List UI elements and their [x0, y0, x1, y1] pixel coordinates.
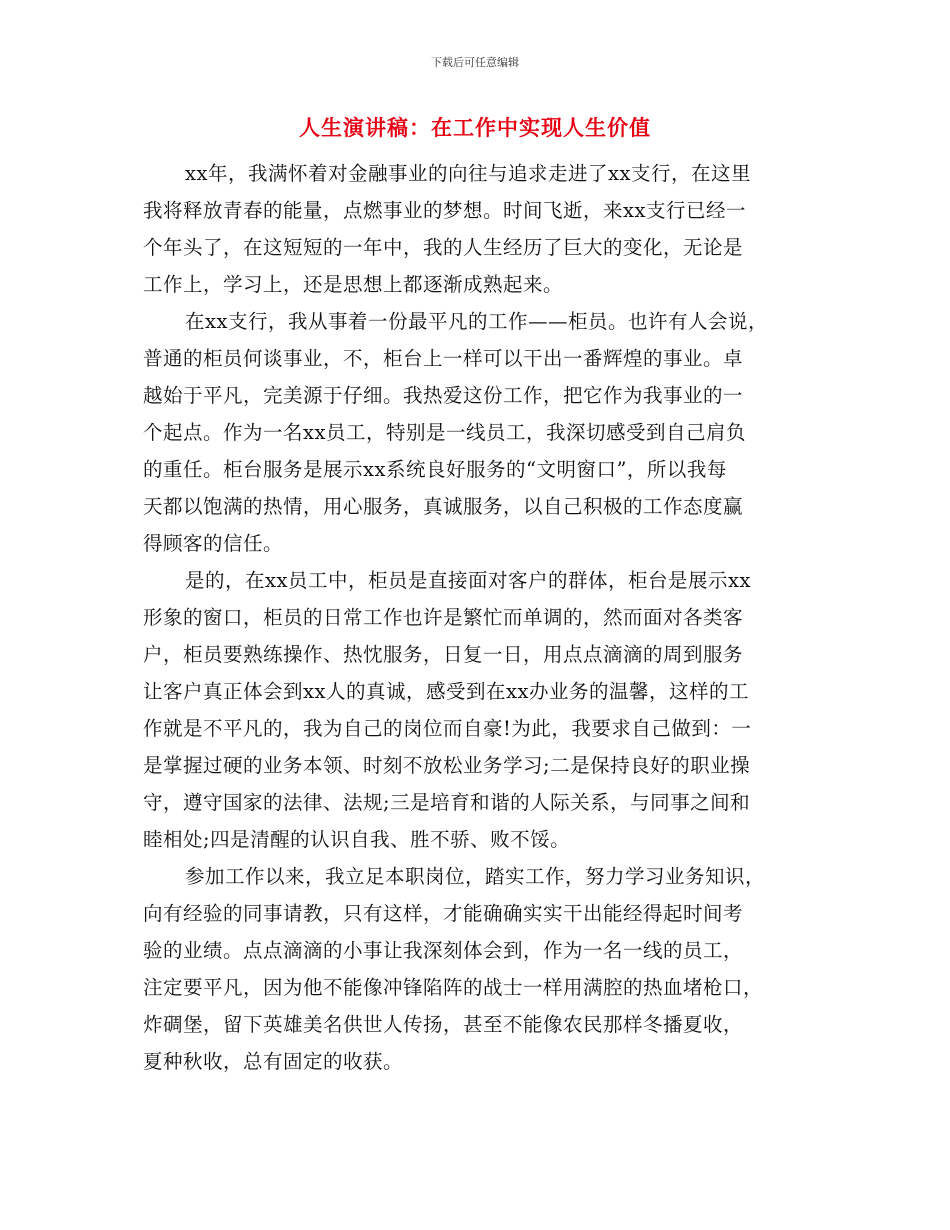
- paragraph-line: 个起点。作为一名xx员工，特别是一线员工，我深切感受到自己肩负: [143, 421, 746, 444]
- paragraph-line: 越始于平凡，完美源于仔细。我热爱这份工作，把它作为我事业的一: [143, 384, 744, 407]
- paragraph-line: 守，遵守国家的法律、法规;三是培育和谐的人际关系，与同事之间和: [143, 791, 751, 814]
- paragraph-line: 个年头了，在这短短的一年中，我的人生经历了巨大的变化，无论是: [143, 236, 744, 259]
- paragraph-line: 户，柜员要熟练操作、热忱服务，日复一日，用点点滴滴的周到服务: [143, 643, 744, 666]
- document-body: [143, 155, 808, 1080]
- paragraph-line: 让客户真正体会到xx人的真诚，感受到在xx办业务的温馨，这样的工: [143, 680, 749, 703]
- paragraph-line: 睦相处;四是清醒的认识自我、胜不骄、败不馁。: [143, 828, 571, 851]
- paragraph-line: 得顾客的信任。: [143, 532, 284, 555]
- paragraph-line: 我将释放青春的能量，点燃事业的梦想。时间飞逝，来xx支行已经一: [143, 199, 746, 222]
- paragraph-line: 在xx支行，我从事着一份最平凡的工作——柜员。也许有人会说，: [185, 310, 768, 333]
- paragraph-line: 炸碉堡，留下英雄美名供世人传扬，甚至不能像农民那样冬播夏收，: [143, 1013, 744, 1036]
- paragraph-line: 夏种秋收，总有固定的收获。: [143, 1050, 404, 1073]
- header-note: 下载后可任意编辑: [431, 56, 519, 69]
- paragraph: [143, 155, 808, 303]
- paragraph-line: 注定要平凡，因为他不能像冲锋陷阵的战士一样用满腔的热血堵枪口，: [143, 976, 764, 999]
- paragraph-line: 的重任。柜台服务是展示xx系统良好服务的“文明窗口”，所以我每: [143, 458, 727, 481]
- paragraph-line: 验的业绩。点点滴滴的小事让我深刻体会到，作为一名一线的员工，: [143, 939, 744, 962]
- paragraph-line: 作就是不平凡的，我为自己的岗位而自豪!为此，我要求自己做到：一: [143, 717, 752, 740]
- paragraph-line: 是掌握过硬的业务本领、时刻不放松业务学习;二是保持良好的职业操: [143, 754, 751, 777]
- paragraph-line: 形象的窗口，柜员的日常工作也许是繁忙而单调的，然而面对各类客: [143, 606, 744, 629]
- paragraph-line: 参加工作以来，我立足本职岗位，踏实工作，努力学习业务知识，: [185, 865, 766, 888]
- paragraph-line: 是的，在xx员工中，柜员是直接面对客户的群体，柜台是展示xx: [185, 569, 751, 592]
- paragraph-line: 向有经验的同事请教，只有这样，才能确确实实干出能经得起时间考: [143, 902, 744, 925]
- paragraph: [143, 562, 808, 858]
- paragraph-line: 天都以饱满的热情，用心服务，真诚服务，以自己积极的工作态度赢: [143, 495, 744, 518]
- paragraph-line: 普通的柜员何谈事业，不，柜台上一样可以干出一番辉煌的事业。卓: [143, 347, 744, 370]
- paragraph: [143, 303, 808, 562]
- paragraph-line: xx年，我满怀着对金融事业的向往与追求走进了xx支行，在这里: [185, 162, 751, 185]
- document-title: 人生演讲稿：在工作中实现人生价值: [299, 115, 651, 140]
- paragraph: [143, 858, 808, 1080]
- paragraph-line: 工作上，学习上，还是思想上都逐渐成熟起来。: [143, 273, 564, 296]
